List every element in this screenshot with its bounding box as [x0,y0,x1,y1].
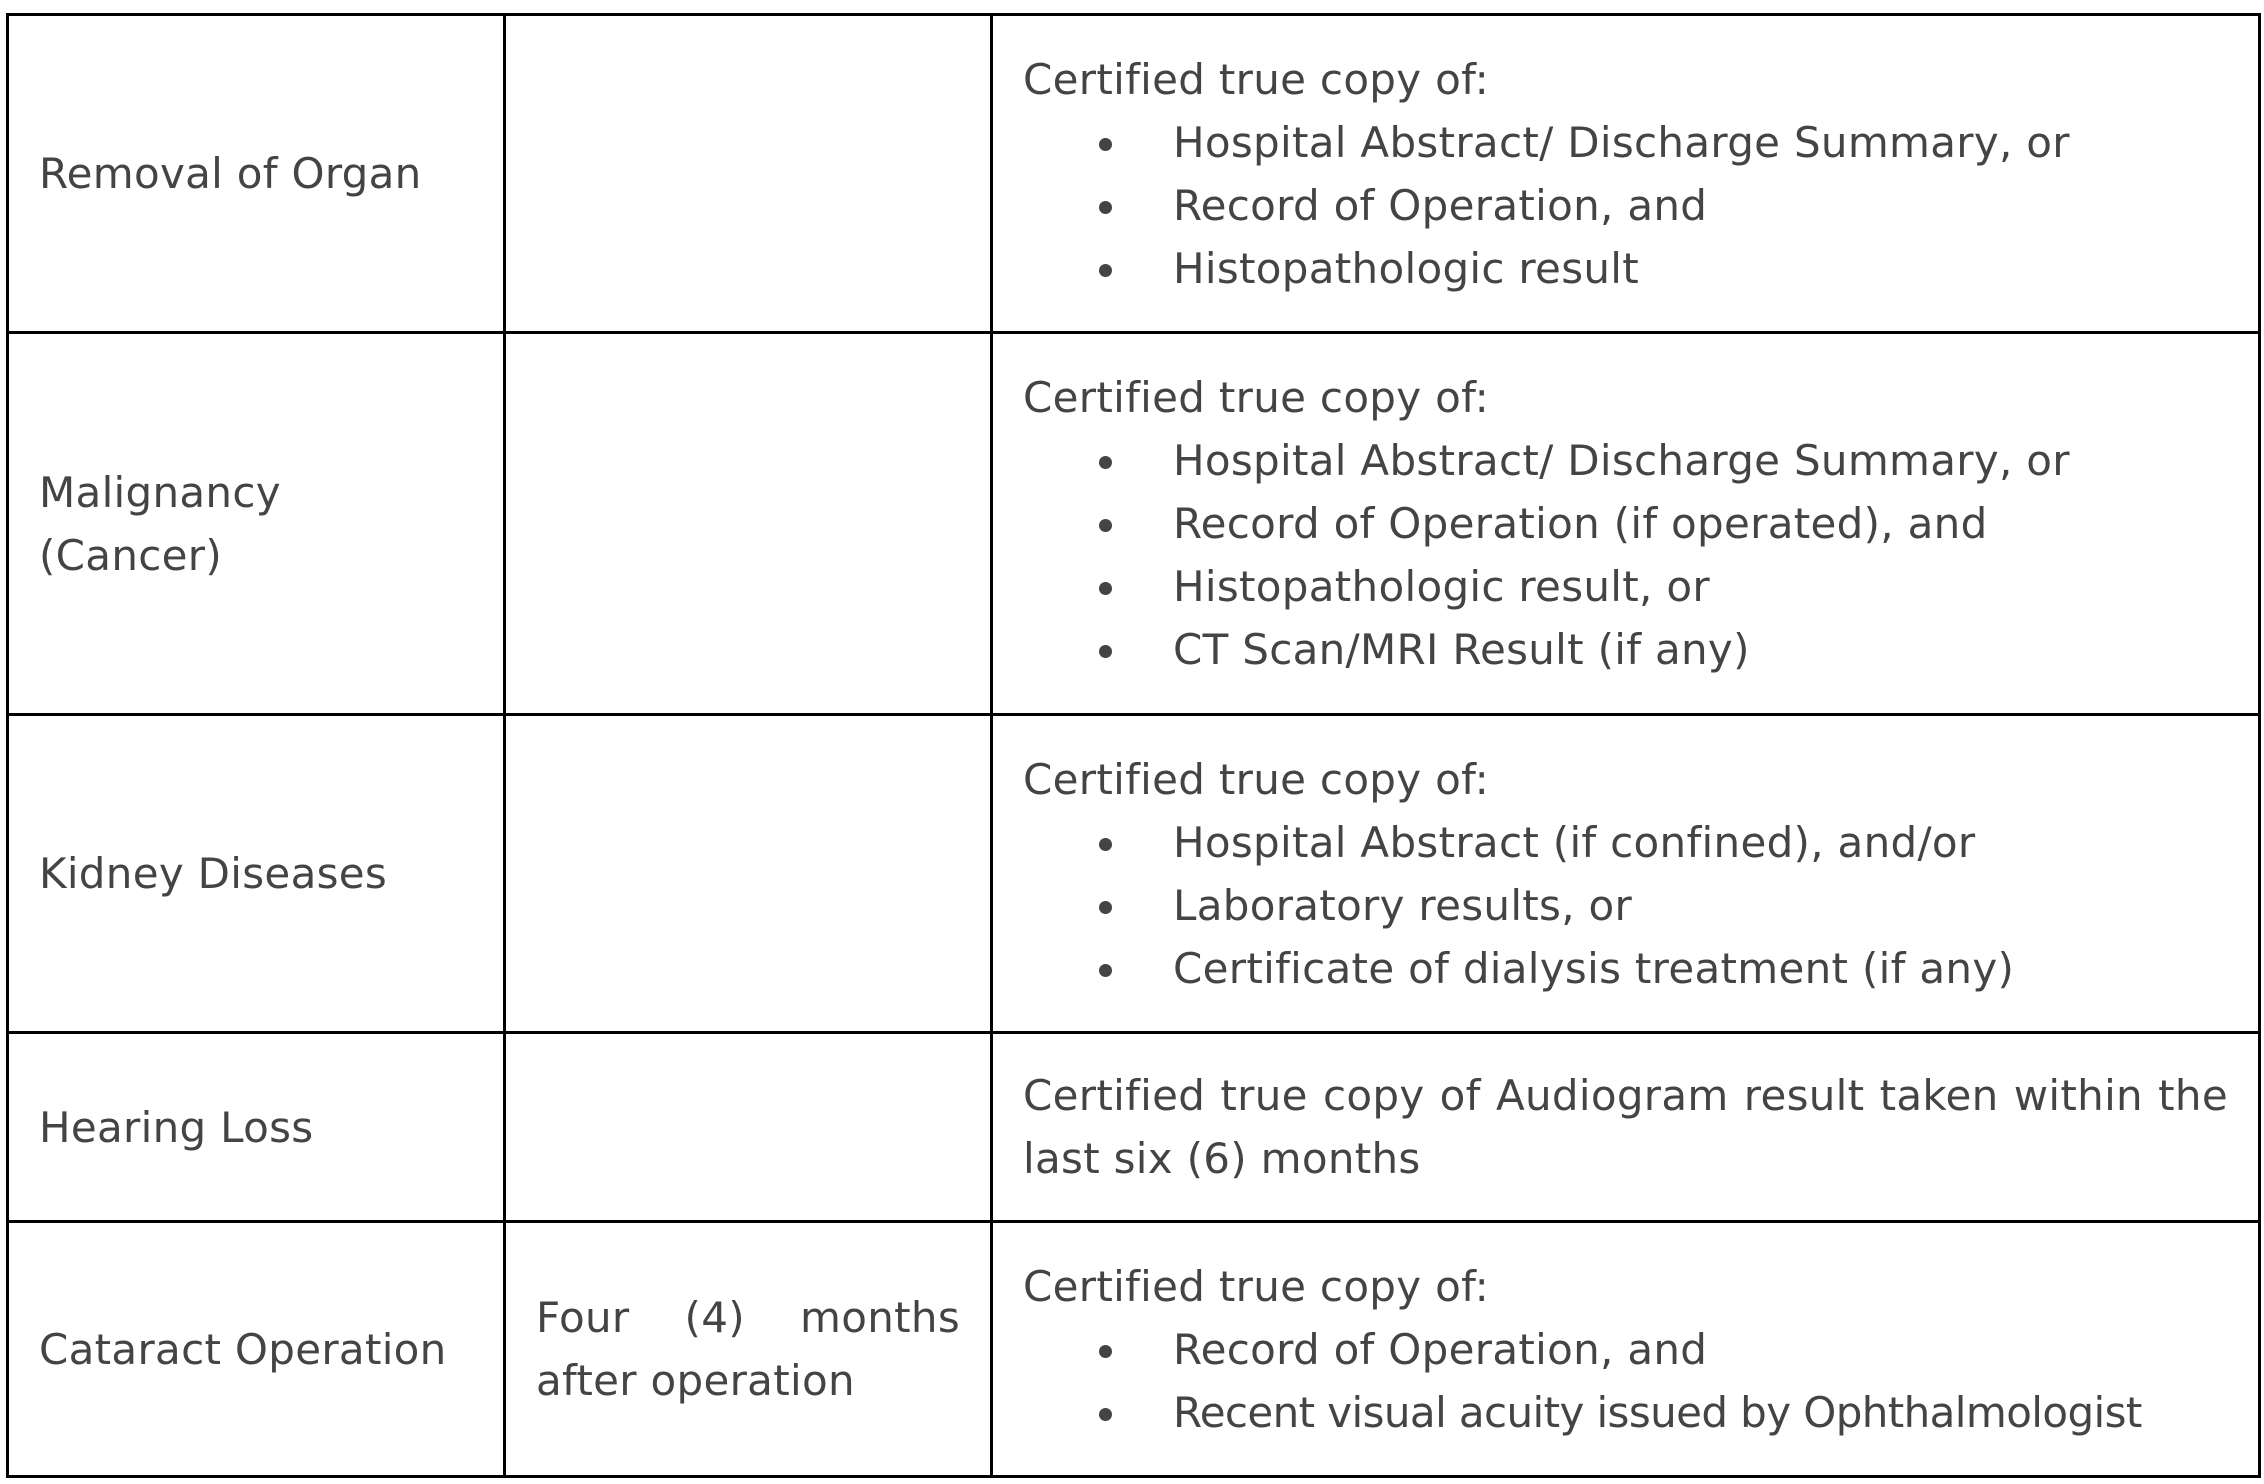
bullet-icon [1099,456,1112,469]
list-item [1023,555,2228,618]
table-row [8,333,2260,715]
condition-name: Kidney Diseases [39,849,388,898]
document-text: Recent visual acuity issued by Ophthalmologist [1173,1387,2142,1437]
bullet-icon [1099,138,1112,151]
document-text: Record of Operation, and [1173,1324,1708,1374]
list-item [1023,429,2228,492]
documents-list [1023,1318,2228,1444]
condition-cell [8,333,505,715]
list-item [1023,174,2228,237]
document-text: Hospital Abstract (if confined), and/or [1173,817,1976,867]
documents-list [1023,429,2228,681]
document-text: Histopathologic result, or [1173,562,1710,611]
list-item [1023,111,2228,174]
documents-intro: Certified true copy of: [1023,373,1490,422]
documents-cell [992,715,2260,1033]
list-item [1023,618,2228,681]
documents-text: Certified true copy of Audiogram result taken within the last six (6) months [1023,1071,2228,1183]
documents-cell [992,1222,2260,1477]
document-text: Record of Operation, and [1173,180,1708,230]
list-item [1023,937,2228,1000]
bullet-icon [1099,645,1112,658]
documents-cell [992,15,2260,333]
bullet-icon [1099,1408,1112,1421]
condition-name: Cataract Operation [39,1324,447,1374]
condition-cell [8,1222,505,1477]
bullet-icon [1099,201,1112,214]
condition-name: Hearing Loss [39,1102,314,1152]
condition-cell [8,1033,505,1222]
document-text: Laboratory results, or [1173,880,1633,930]
list-item [1023,874,2228,937]
list-item [1023,237,2228,300]
table-row [8,15,2260,333]
documents-intro: Certified true copy of: [1023,54,1490,104]
list-item [1023,1381,2228,1444]
table-row [8,1222,2260,1477]
bullet-icon [1099,1345,1112,1358]
bullet-icon [1099,964,1112,977]
documents-intro: Certified true copy of: [1023,1261,1490,1311]
document-text: Histopathologic result [1173,243,1640,293]
documents-intro: Certified true copy of: [1023,754,1490,804]
documents-list [1023,811,2228,1000]
condition-name: Removal of Organ [39,149,422,198]
requirements-table [6,13,2261,1478]
waiting-period: Four (4) months after operation [536,1293,960,1405]
waiting-period-cell [505,1222,992,1477]
table-row [8,715,2260,1033]
list-item [1023,492,2228,555]
document-text: Certificate of dialysis treatment (if any) [1173,943,2015,993]
documents-list [1023,111,2228,300]
document-text: Record of Operation (if operated), and [1173,499,1988,548]
documents-cell [992,333,2260,715]
bullet-icon [1099,264,1112,277]
document-text: Hospital Abstract/ Discharge Summary, or [1173,436,2070,485]
table-row [8,1033,2260,1222]
condition-cell [8,715,505,1033]
condition-name: Malignancy (Cancer) [39,467,281,580]
bullet-icon [1099,838,1112,851]
document-text: CT Scan/MRI Result (if any) [1173,625,1750,674]
documents-cell [992,1033,2260,1222]
list-item [1023,811,2228,874]
list-item [1023,1318,2228,1381]
waiting-period-cell [505,1033,992,1222]
document-text: Hospital Abstract/ Discharge Summary, or [1173,117,2070,167]
condition-cell [8,15,505,333]
waiting-period-cell [505,715,992,1033]
bullet-icon [1099,901,1112,914]
waiting-period-cell [505,15,992,333]
bullet-icon [1099,519,1112,532]
waiting-period-cell [505,333,992,715]
bullet-icon [1099,582,1112,595]
